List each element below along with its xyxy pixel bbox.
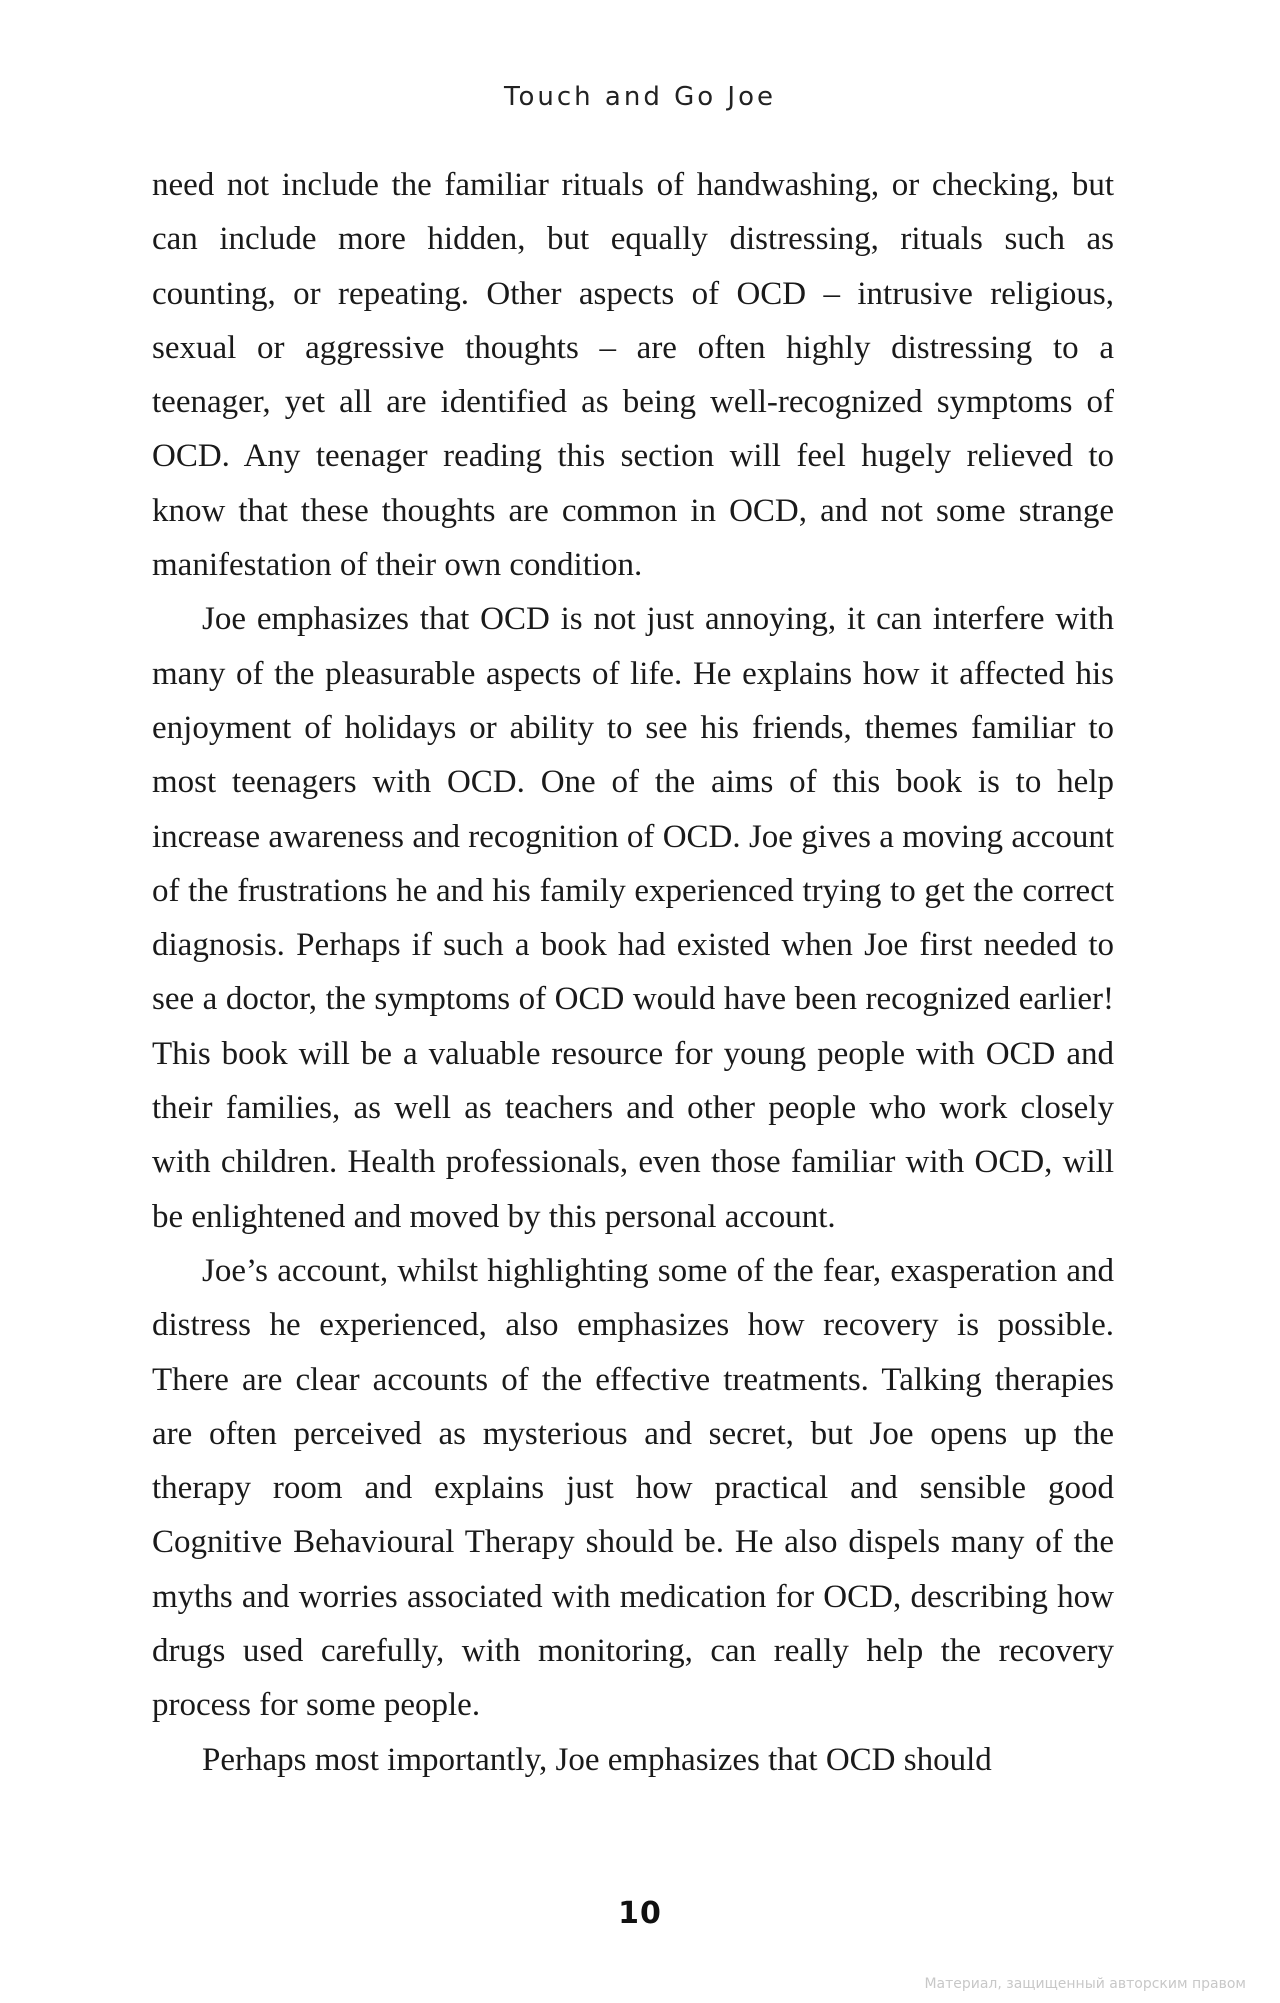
paragraph: need not include the familiar rituals of handwashing, or checking, but can include more hidden, but equally distressing, rituals such as counting, or repeating. Other aspects of OCD – intrusive religious, sexual or aggressive thoughts – are often highly distressing to a teenager, yet all are identified as being well-recognized symptoms of OCD. Any teenager reading this section will feel hugely relieved to know that these thoughts are common in OCD, and not some strange manifestation of their own condition.: [152, 167, 1114, 584]
page-number: 10: [618, 1896, 662, 1931]
paragraph: Joe emphasizes that OCD is not just annoying, it can interfere with many of the pleasurable aspects of life. He explains how it affected his enjoyment of holidays or ability to see his friends, themes familiar to most teenagers with OCD. One of the aims of this book is to help increase awareness and recognition of OCD. Joe gives a moving account of the frustrations he and his family experienced trying to get the correct diagnosis. Perhaps if such a book had existed when Joe first needed to see a doctor, the symptoms of OCD would have been recognized earlier! This book will be a valuable resource for young people with OCD and their families, as well as teachers and other people who work closely with children. Health professionals, even those familiar with OCD, will be enlightened and moved by this personal account.: [152, 601, 1114, 1235]
paragraph: Perhaps most importantly, Joe emphasizes that OCD should: [202, 1741, 992, 1778]
running-header: Touch and Go Joe: [504, 82, 776, 112]
paragraph: Joe’s account, whilst highlighting some of the fear, exasperation and distress he experienced, also emphasizes how recovery is possible. There are clear accounts of the effective treatments. Talking therapies are often perceived as mysterious and secret, but Joe opens up the therapy room and explains just how practical and sensible good Cognitive Behavioural Therapy should be. He also dispels many of the myths and worries associated with medication for OCD, describing how drugs used carefully, with monitoring, can really help the recovery process for some people.: [152, 1252, 1114, 1724]
copyright-watermark: Материал, защищенный авторским правом: [924, 1976, 1246, 1992]
page-body: [152, 158, 1114, 1787]
